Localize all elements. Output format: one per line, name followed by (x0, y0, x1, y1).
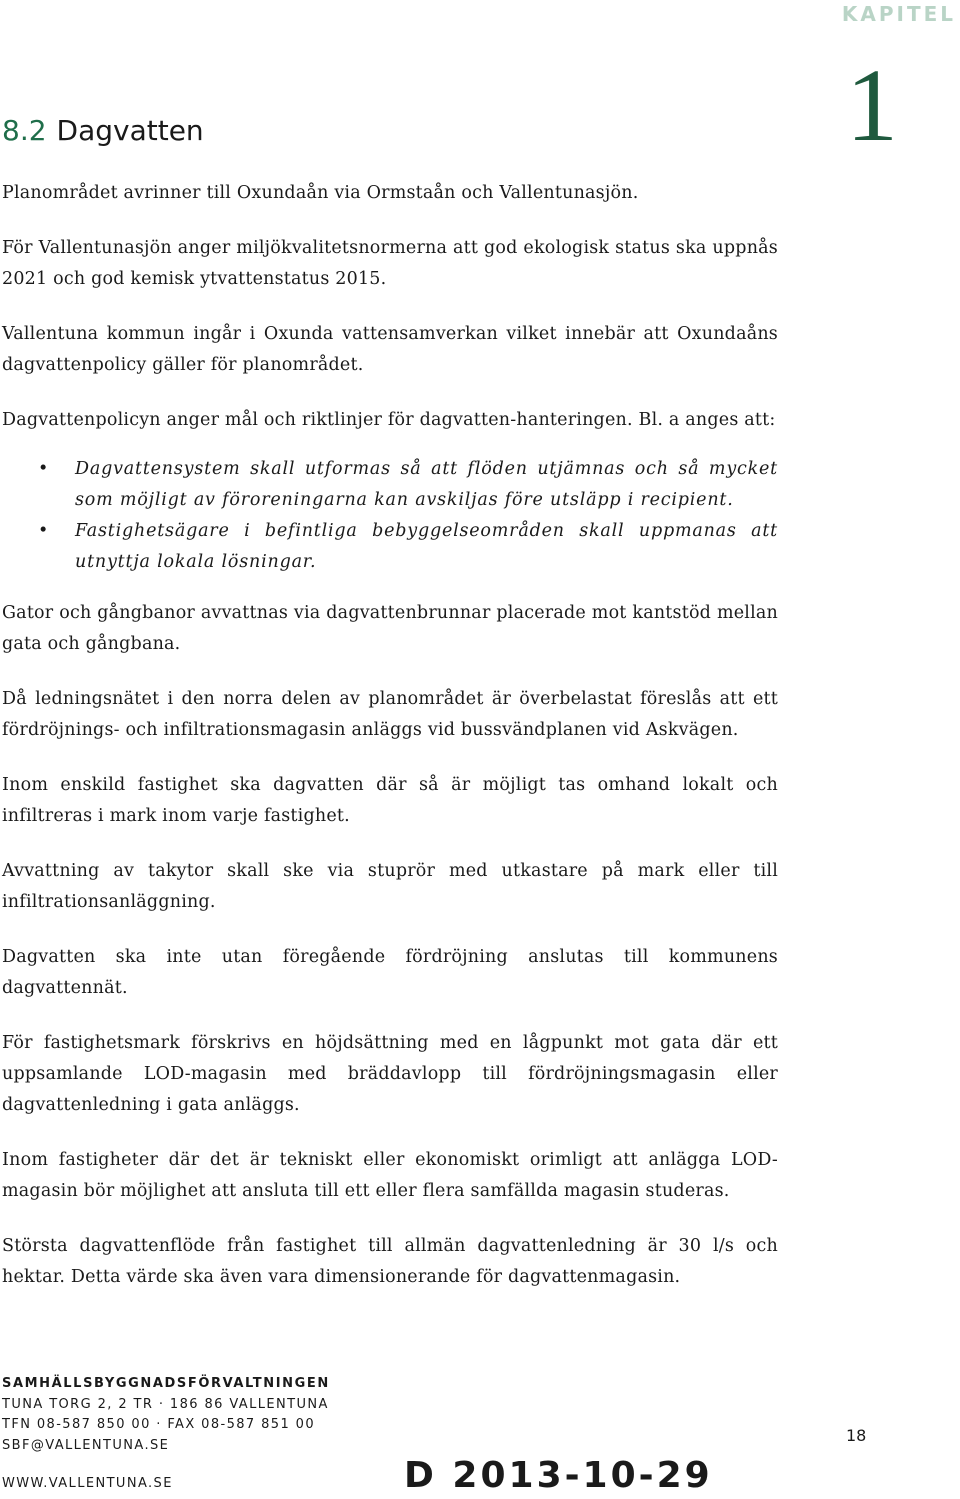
footer-email: SBF@VALLENTUNA.SE (2, 1437, 170, 1453)
paragraph: Dagvattenpolicyn anger mål och riktlinjer för dagvatten-hanteringen. Bl. a anges att: (2, 410, 776, 430)
bullet-icon: • (38, 521, 50, 541)
paragraph: Största dagvattenflöde från fastighet till allmän dagvattenledning är 30 l/s och hektar. Detta värde ska även vara dimensionerande för dagvattenmagasin. (2, 1236, 778, 1287)
section-title: Dagvatten (56, 114, 204, 147)
kapitel-label: KAPITEL (841, 2, 956, 26)
paragraph: Gator och gångbanor avvattnas via dagvattenbrunnar placerade mot kantstöd mellan gata och gångbana. (2, 603, 778, 654)
paragraph: Planområdet avrinner till Oxundaån via Ormstaån och Vallentunasjön. (2, 183, 639, 203)
date-stamp: D 2013-10-29 (404, 1455, 713, 1496)
section-number: 8.2 (2, 114, 47, 147)
paragraph: Avvattning av takytor skall ske via stuprör med utkastare på mark eller till infiltrationsanläggning. (2, 861, 778, 912)
footer-website: WWW.VALLENTUNA.SE (2, 1476, 173, 1491)
bullet-list (2, 454, 778, 578)
chapter-number: 1 (846, 48, 898, 163)
list-item (2, 516, 778, 578)
section-heading (2, 114, 204, 147)
footer-phone: TFN 08-587 850 00 · FAX 08-587 851 00 (2, 1417, 316, 1432)
paragraph: Inom fastigheter där det är tekniskt eller ekonomiskt orimligt att anlägga LOD-magasin bör möjlighet att ansluta till ett eller flera samfällda magasin studeras. (2, 1150, 778, 1201)
list-item (2, 454, 778, 516)
footer-org: SAMHÄLLSBYGGNADSFÖRVALTNINGEN (2, 1376, 330, 1391)
paragraph: För Vallentunasjön anger miljökvalitetsnormerna att god ekologisk status ska uppnås 2021 och god kemisk ytvattenstatus 2015. (2, 238, 778, 289)
paragraph: Inom enskild fastighet ska dagvatten där så är möjligt tas omhand lokalt och infiltreras i mark inom varje fastighet. (2, 775, 778, 826)
paragraph: För fastighetsmark förskrivs en höjdsättning med en lågpunkt mot gata där ett uppsamlande LOD-magasin med bräddavlopp till fördröjningsmagasin eller dagvattenledning i gata anläggs. (2, 1033, 778, 1115)
page-number: 18 (846, 1426, 867, 1445)
list-item-text: Fastighetsägare i befintliga bebyggelseområden skall uppmanas att utnyttja lokala lösningar. (75, 521, 778, 572)
body-text (2, 178, 778, 1317)
footer-contact (2, 1374, 330, 1456)
list-item-text: Dagvattensystem skall utformas så att flöden utjämnas och så mycket som möjligt av föroreningarna kan avskiljas före utsläpp i recipient. (75, 459, 778, 510)
paragraph: Då ledningsnätet i den norra delen av planområdet är överbelastat föreslås att ett fördröjnings- och infiltrationsmagasin anläggs vid bussvändplanen vid Askvägen. (2, 689, 778, 740)
paragraph: Vallentuna kommun ingår i Oxunda vattensamverkan vilket innebär att Oxundaåns dagvattenpolicy gäller för planområdet. (2, 324, 778, 375)
bullet-icon: • (38, 459, 50, 479)
paragraph: Dagvatten ska inte utan föregående fördröjning anslutas till kommunens dagvattennät. (2, 947, 778, 998)
footer-address: TUNA TORG 2, 2 TR · 186 86 VALLENTUNA (2, 1396, 329, 1412)
